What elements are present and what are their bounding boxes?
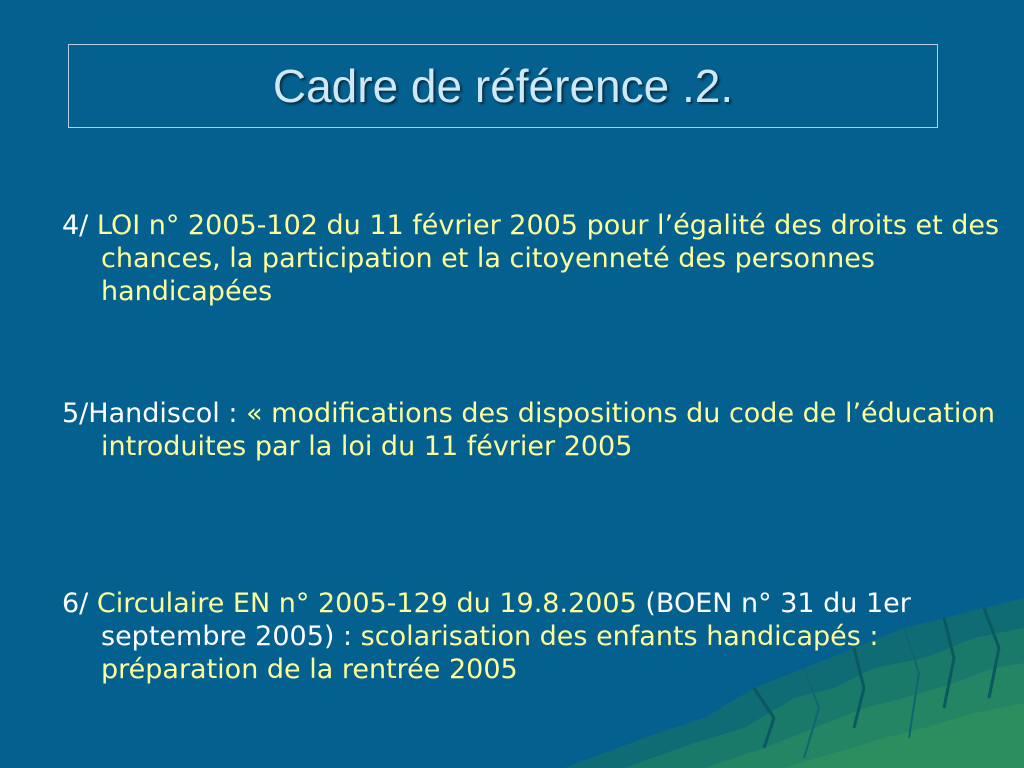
reference-item-4 (62, 209, 1006, 308)
item-6-boen: (BOEN n° 31 du 1er septembre 2005) : (101, 588, 911, 652)
slide-title: Cadre de référence .2. (272, 60, 734, 112)
item-5-prefix: 5/Handiscol : (62, 398, 247, 429)
item-5-text: « modifications des dispositions du code de l’éducation introduites par la loi du 11 février 2005 (101, 398, 996, 462)
reference-item-5 (62, 397, 1006, 463)
item-4-text: LOI n° 2005-102 du 11 février 2005 pour l’égalité des droits et des chances, la participation et la citoyenneté des personnes handicapées (96, 210, 1000, 307)
item-6-subject: scolarisation des enfants handicapés : préparation de la rentrée 2005 (101, 621, 879, 685)
item-6-prefix: 6/ (62, 588, 97, 619)
item-4-prefix: 4/ (62, 210, 97, 241)
reference-item-6 (62, 587, 1006, 686)
title-box (68, 44, 938, 128)
item-6-circulaire: Circulaire EN n° 2005-129 du 19.8.2005 (96, 588, 637, 619)
